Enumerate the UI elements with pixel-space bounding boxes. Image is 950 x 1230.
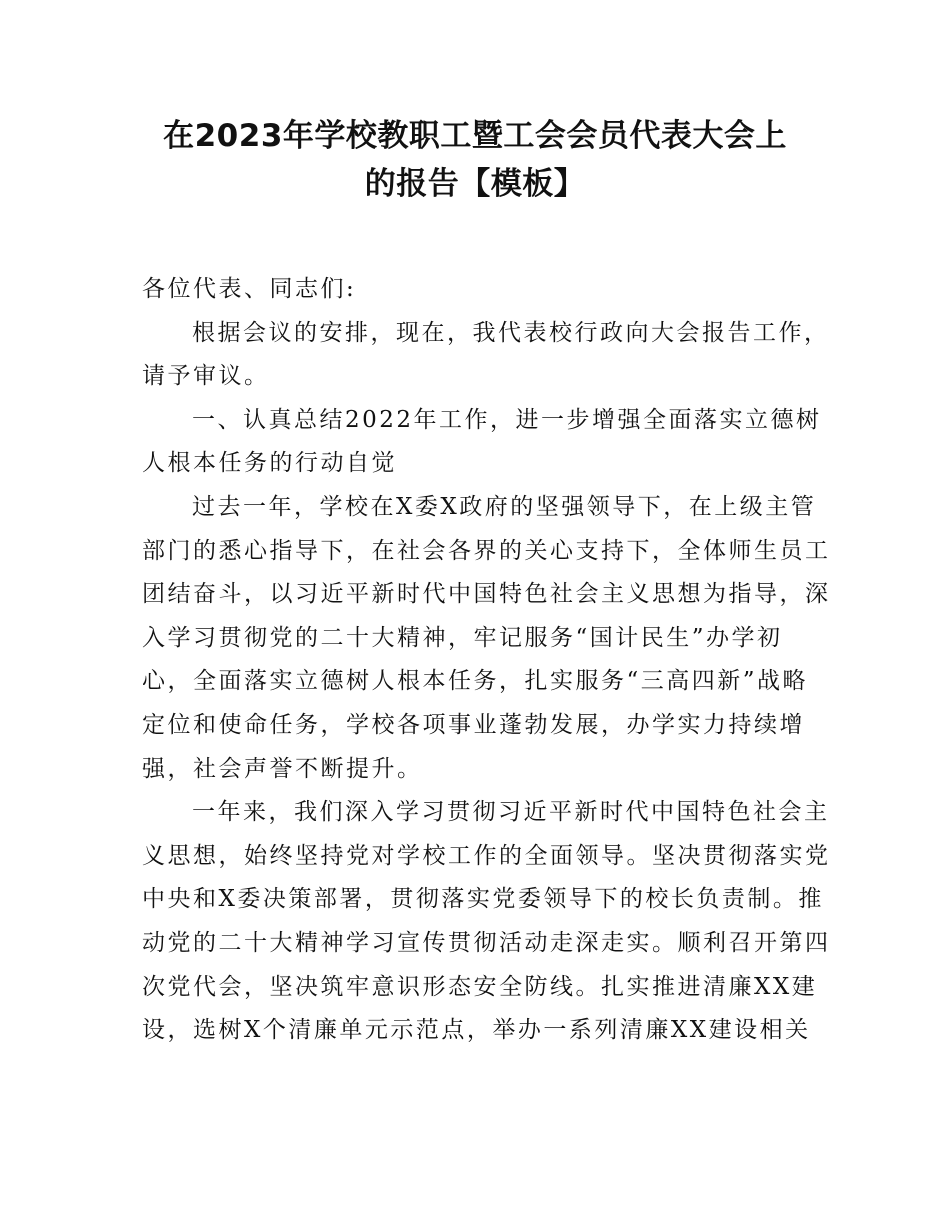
paragraph-line: 一年来，我们深入学习贯彻习近平新时代中国特色社会主	[192, 799, 830, 826]
paragraph-line: 强，社会声誉不断提升。	[142, 755, 423, 782]
paragraph-line: 中央和X委决策部署，贯彻落实党委领导下的校长负责制。推	[142, 886, 824, 913]
paragraph-line: 请予审议。	[142, 363, 270, 390]
paragraph-line: 部门的悉心指导下，在社会各界的关心支持下，全体师生员工	[142, 537, 831, 564]
paragraph-one-year	[142, 791, 831, 1053]
title-line-1: 在2023年学校教职工暨工会会员代表大会上	[163, 118, 787, 154]
paragraph-line: 人根本任务的行动自觉	[142, 450, 397, 477]
paragraph-line: 设，选树X个清廉单元示范点，举办一系列清廉XX建设相关	[142, 1017, 811, 1044]
paragraph-line: 次党代会，坚决筑牢意识形态安全防线。扎实推进清廉XX建	[142, 973, 818, 1000]
section-heading-one	[142, 399, 822, 486]
paragraph-past-year	[142, 486, 831, 791]
document-title	[140, 112, 810, 208]
paragraph-line: 入学习贯彻党的二十大精神，牢记服务“国计民生”办学初	[142, 624, 783, 651]
greeting: 各位代表、同志们:	[142, 276, 357, 302]
paragraph-line: 心，全面落实立德树人根本任务，扎实服务“三高四新”战略	[142, 668, 809, 695]
paragraph-line: 一、认真总结2022年工作，进一步增强全面落实立德树	[192, 406, 822, 433]
paragraph-line: 团结奋斗，以习近平新时代中国特色社会主义思想为指导，深	[142, 581, 831, 608]
paragraph-line: 义思想，始终坚持党对学校工作的全面领导。坚决贯彻落实党	[142, 842, 831, 869]
paragraph-report-request	[142, 312, 830, 399]
paragraph-line: 定位和使命任务，学校各项事业蓬勃发展，办学实力持续增	[142, 711, 805, 738]
title-line-2: 的报告【模板】	[364, 166, 586, 202]
paragraph-line: 过去一年，学校在X委X政府的坚强领导下，在上级主管	[192, 493, 817, 520]
document-body	[142, 268, 831, 1053]
paragraph-line: 动党的二十大精神学习宣传贯彻活动走深走实。顺利召开第四	[142, 929, 831, 956]
paragraph-line: 根据会议的安排，现在，我代表校行政向大会报告工作，	[192, 319, 830, 346]
